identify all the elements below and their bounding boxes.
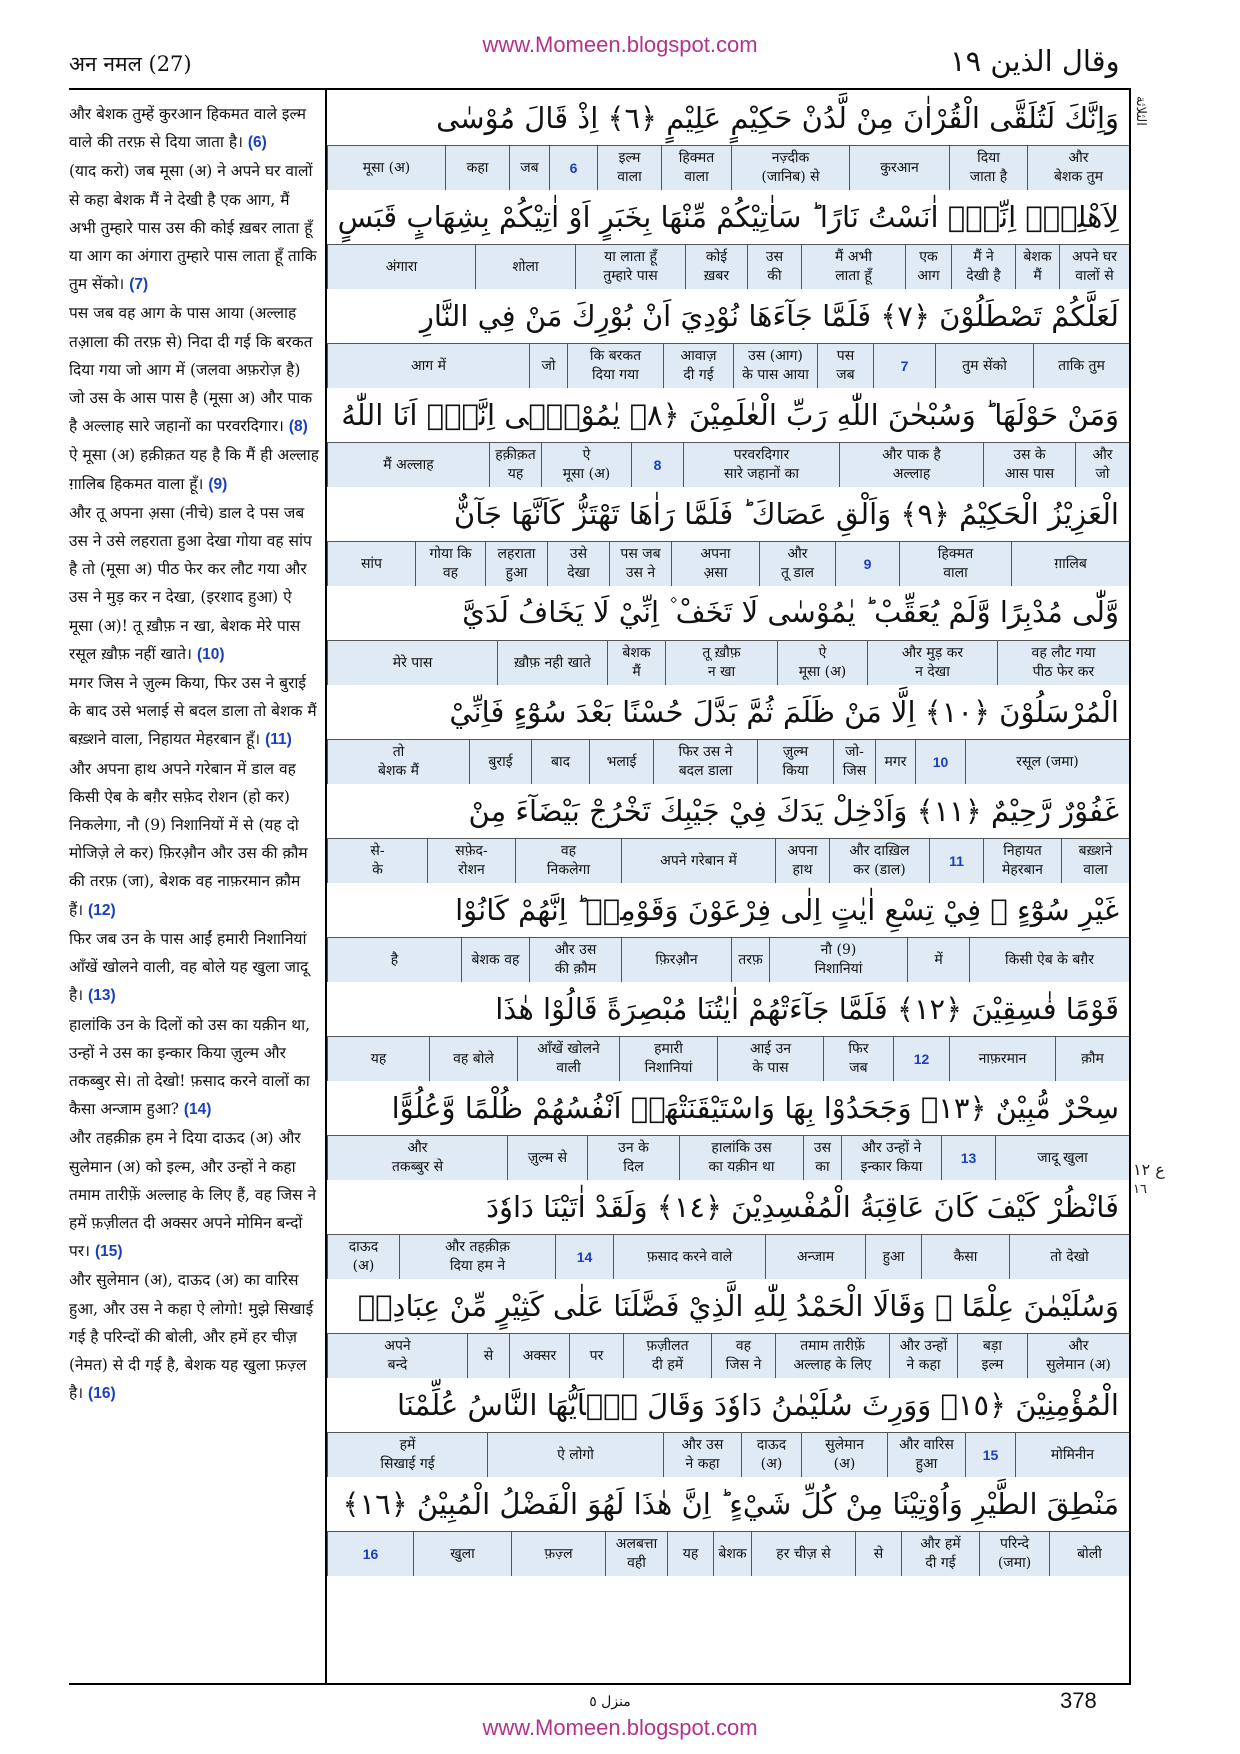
- word-meaning-cell: बुराई: [469, 740, 531, 784]
- word-meaning-row: [327, 1036, 1129, 1081]
- word-meaning-cell: ताकि तुम: [1033, 344, 1129, 388]
- word-meaning-cell: क़ौम: [1055, 1037, 1129, 1081]
- word-meaning-cell: से: [855, 1532, 901, 1576]
- word-meaning-cell: हिक्मत वाला: [661, 146, 731, 190]
- word-meaning-row: [327, 838, 1129, 883]
- word-meaning-cell: अपना हाथ: [775, 839, 829, 883]
- word-meaning-cell: रसूल (जमा): [965, 740, 1129, 784]
- word-meaning-cell: मैं अभी लाता हूँ: [801, 245, 905, 289]
- word-meaning-cell: तुम सेंको: [935, 344, 1033, 388]
- word-meaning-cell: वह लौट गया पीठ फेर कर: [997, 641, 1129, 685]
- word-meaning-cell: बोली: [1049, 1532, 1129, 1576]
- verse-number: (13): [88, 987, 116, 1005]
- margin-marker-top: الثلاثة: [1133, 96, 1148, 126]
- verse-number-cell: 12: [893, 1037, 949, 1081]
- word-meaning-cell: तो देखो: [1009, 1235, 1129, 1279]
- word-meaning-cell: दाऊद (अ): [327, 1235, 399, 1279]
- word-meaning-cell: उसे देखा: [547, 542, 609, 586]
- word-meaning-row: [327, 1333, 1129, 1378]
- translation-text: और सुलेमान (अ), दाऊद (अ) का वारिस हुआ, और उस ने कहा ऐ लोगो! मुझे सिखाई गई है परिन्दों की बोली, और हमें हर चीज़ (नेमत) से दी गई है, बेशक यह खुला फ़ज़्ल है।: [69, 1271, 314, 1403]
- quran-word-grid: [327, 90, 1129, 1575]
- word-meaning-cell: कहा: [445, 146, 509, 190]
- translation-paragraph: [69, 100, 319, 157]
- verse-block: [327, 783, 1129, 882]
- word-meaning-cell: मेरे पास: [327, 641, 497, 685]
- arabic-line: لِاَهْلِهٖۤ اِنِّيْۤ اٰنَسْتُ نَارًا ؕ سَاٰتِيْكُمْ مِّنْهَا بِخَبَرٍ اَوْ اٰتِيْكُمْ بِشِهَابٍ قَبَسٍ: [337, 199, 1119, 234]
- word-meaning-cell: परिन्दे (जमा): [979, 1532, 1049, 1576]
- word-meaning-cell: कोई ख़बर: [685, 245, 747, 289]
- word-meaning-cell: उस की: [747, 245, 801, 289]
- word-meaning-cell: जो- जिस: [833, 740, 875, 784]
- arabic-line: وَسُلَيْمٰنَ عِلْمًا ۚ وَقَالَا الْحَمْدُ لِلّٰهِ الَّذِيْ فَضَّلَنَا عَلٰى كَثِيْرٍ مِّنْ عِبَادِهٖ: [357, 1288, 1119, 1323]
- verse-block: [327, 1377, 1129, 1476]
- word-meaning-cell: और बेशक तुम: [1027, 146, 1129, 190]
- verse-number-cell: 15: [965, 1433, 1015, 1477]
- arabic-line: مَنْطِقَ الطَّيْرِ وَاُوْتِيْنَا مِنْ كُلِّ شَيْءٍ ؕ اِنَّ هٰذَا لَهُوَ الْفَضْلُ الْمُبِيْنُ ﴿١٦﴾: [342, 1486, 1119, 1521]
- word-meaning-row: [327, 739, 1129, 784]
- word-meaning-cell: नाफ़रमान: [949, 1037, 1055, 1081]
- arabic-line: قَوْمًا فٰسِقِيْنَ ﴿١٢﴾ فَلَمَّا جَآءَتْهُمْ اٰيٰتُنَا مُبْصِرَةً قَالُوْا هٰذَا: [495, 991, 1119, 1026]
- word-meaning-cell: हक़ीक़त यह: [489, 443, 541, 487]
- page-number: 378: [1060, 1688, 1097, 1713]
- word-meaning-cell: से- के: [327, 839, 427, 883]
- translation-paragraph: [69, 441, 319, 498]
- verse-block: [327, 1278, 1129, 1377]
- word-meaning-cell: इल्म वाला: [597, 146, 661, 190]
- translation-paragraph: [69, 669, 319, 755]
- word-meaning-cell: सफ़ेद- रोशन: [427, 839, 515, 883]
- word-meaning-cell: जब: [509, 146, 549, 190]
- verse-block: [327, 90, 1129, 189]
- word-meaning-row: [327, 1432, 1129, 1477]
- word-meaning-row: [327, 244, 1129, 289]
- translation-text: (याद करो) जब मूसा (अ) ने अपने घर वालों से कहा बेशक मैं ने देखी है एक आग, मैं अभी तुम्हारे पास उस की कोई ख़बर लाता हूँ या आग का अंगारा तुम्हारे पास लाता हूँ ताकि तुम सेंको।: [69, 162, 317, 294]
- word-meaning-cell: यह: [327, 1037, 429, 1081]
- verse-number-cell: 8: [631, 443, 683, 487]
- word-meaning-cell: अंगारा: [327, 245, 475, 289]
- word-meaning-cell: किसी ऐब के बग़ैर: [969, 938, 1129, 982]
- word-meaning-cell: शोला: [475, 245, 575, 289]
- word-meaning-cell: मैं अल्लाह: [327, 443, 489, 487]
- verse-block: [327, 684, 1129, 783]
- word-meaning-cell: दाऊद (अ): [741, 1433, 801, 1477]
- verse-block: [327, 1080, 1129, 1179]
- word-meaning-cell: और तू डाल: [759, 542, 835, 586]
- verse-number-cell: 11: [929, 839, 983, 883]
- verse-number: (9): [208, 475, 228, 493]
- word-meaning-cell: परवरदिगार सारे जहानों का: [683, 443, 839, 487]
- word-meaning-cell: सांप: [327, 542, 415, 586]
- translation-text: ऐ मूसा (अ) हक़ीक़त यह है कि मैं ही अल्लाह ग़ालिब हिकमत वाला हूँ।: [69, 446, 319, 493]
- arabic-line: الْمُرْسَلُوْنَ ﴿١٠﴾ اِلَّا مَنْ ظَلَمَ ثُمَّ بَدَّلَ حُسْنًا بَعْدَ سُوْٓءٍ فَاِنِّيْ: [449, 694, 1119, 729]
- word-meaning-cell: मोमिनीन: [1015, 1433, 1129, 1477]
- verse-number-cell: 9: [835, 542, 899, 586]
- word-meaning-cell: बेशक: [713, 1532, 751, 1576]
- word-meaning-cell: हमारी निशानियां: [619, 1037, 717, 1081]
- word-meaning-cell: और सुलेमान (अ): [1027, 1334, 1129, 1378]
- word-meaning-cell: आई उन के पास: [717, 1037, 823, 1081]
- arabic-line: غَيْرِ سُوْٓءٍ ۫ فِيْ تِسْعِ اٰيٰتٍ اِلٰى فِرْعَوْنَ وَقَوْمِهٖ ؕ اِنَّهُمْ كَانُوْا: [455, 892, 1119, 927]
- word-meaning-cell: अपने घर वालों से: [1059, 245, 1129, 289]
- word-meaning-cell: और तहक़ीक़ दिया हम ने: [399, 1235, 555, 1279]
- word-meaning-cell: हुआ: [865, 1235, 921, 1279]
- verse-number-cell: 10: [915, 740, 965, 784]
- word-meaning-cell: अन्जाम: [765, 1235, 865, 1279]
- site-url-bottom[interactable]: www.Momeen.blogspot.com: [482, 1715, 758, 1740]
- word-meaning-cell: अपने बन्दे: [327, 1334, 467, 1378]
- word-meaning-cell: और उस ने कहा: [663, 1433, 741, 1477]
- word-meaning-cell: वह निकलेगा: [515, 839, 621, 883]
- verse-number: (11): [265, 731, 292, 749]
- word-meaning-cell: पर: [569, 1334, 623, 1378]
- verse-number: (16): [88, 1385, 116, 1403]
- word-meaning-cell: तो बेशक मैं: [327, 740, 469, 784]
- word-meaning-cell: पस जब: [817, 344, 873, 388]
- translation-paragraph: [69, 755, 319, 925]
- translation-paragraph: [69, 157, 319, 299]
- arabic-line: الْمُؤْمِنِيْنَ ﴿١٥﴾ وَوَرِثَ سُلَيْمٰنُ دَاوٗدَ وَقَالَ يٰۤاَيُّهَا النَّاسُ عُلِّمْنَا: [397, 1387, 1119, 1422]
- translation-text: हालांकि उन के दिलों को उस का यक़ीन था, उन्हों ने उस का इन्कार किया ज़ुल्म और तकब्बुर से। तो देखो! फ़साद करने वालों का कैसा अन्जाम हुआ?: [69, 1015, 311, 1119]
- verse-block: [327, 981, 1129, 1080]
- verse-number: (14): [183, 1101, 212, 1119]
- translation-text: और तू अपना अ़सा (नीचे) डाल दे पस जब उस ने उसे लहराता हुआ देखा गोया वह सांप है तो (मूसा अ) पीठ फेर कर लौट गया और उस ने मुड़ कर न देखा, (इरशाद हुआ) ऐ मूसा (अ)! तू ख़ौफ़ न खा, बेशक मेरे पास रसूल ख़ौफ़ नहीं खाते।: [69, 503, 312, 663]
- translation-text: और बेशक तुम्हें कुरआन हिकमत वाले इल्म वाले की तरफ़ से दिया जाता है।: [69, 105, 307, 152]
- verse-block: [327, 1179, 1129, 1278]
- word-meaning-row: [327, 937, 1129, 982]
- word-meaning-row: [327, 640, 1129, 685]
- word-meaning-cell: बख़्शने वाला: [1061, 839, 1129, 883]
- verse-number-cell: 7: [873, 344, 935, 388]
- word-meaning-cell: वह बोले: [429, 1037, 517, 1081]
- word-meaning-cell: मूसा (अ): [327, 146, 445, 190]
- verse-block: [327, 585, 1129, 684]
- word-meaning-cell: कैसा: [921, 1235, 1009, 1279]
- word-meaning-row: [327, 1234, 1129, 1279]
- word-meaning-cell: में: [907, 938, 969, 982]
- word-meaning-cell: आग में: [327, 344, 529, 388]
- word-meaning-cell: ज़ुल्म से: [507, 1136, 587, 1180]
- translation-text: और अपना हाथ अपने गरेबान में डाल वह किसी ऐब के बग़ैर सफ़ेद रोशन (हो कर) निकलेगा, नौ (9) निशानियों में से (यह दो मोजिज़े ले कर) फ़िरऔ़न और उस की क़ौम की तरफ़ (जा), बेशक वह नाफ़रमान क़ौम हैं।: [69, 759, 308, 919]
- word-meaning-cell: सुलेमान (अ): [801, 1433, 887, 1477]
- word-meaning-row: [327, 343, 1129, 388]
- translation-paragraph: [69, 925, 319, 1011]
- right-border: [1129, 88, 1131, 1683]
- word-meaning-cell: उस का: [803, 1136, 841, 1180]
- manzil-label: منزل ٥: [589, 1694, 631, 1710]
- translation-text: फिर जब उन के पास आईं हमारी निशानियां आँखें खोलने वाली, वह बोले यह खुला जादू है।: [69, 929, 309, 1005]
- translation-paragraph: [69, 1011, 319, 1125]
- word-meaning-cell: गोया कि वह: [415, 542, 485, 586]
- word-meaning-cell: भलाई: [589, 740, 653, 784]
- verse-number: (12): [88, 901, 116, 919]
- translation-column: [69, 100, 319, 1408]
- verse-number: (8): [288, 418, 308, 436]
- word-meaning-cell: जो: [529, 344, 567, 388]
- ruku-marker-sub: ١٦: [1133, 1182, 1147, 1197]
- word-meaning-cell: ऐ मूसा (अ): [777, 641, 867, 685]
- translation-paragraph: [69, 499, 319, 669]
- arabic-line: وَّلّٰى مُدْبِرًا وَّلَمْ يُعَقِّبْ ؕ يٰمُوْسٰى لَا تَخَفْ ۫ اِنِّيْ لَا يَخَافُ لَدَيَّ: [462, 595, 1119, 629]
- word-meaning-cell: फिर जब: [823, 1037, 893, 1081]
- verse-number: (7): [129, 276, 149, 294]
- word-meaning-cell: तरफ़: [731, 938, 769, 982]
- verse-block: [327, 387, 1129, 486]
- verse-number-cell: 13: [941, 1136, 995, 1180]
- word-meaning-cell: से: [467, 1334, 509, 1378]
- translation-paragraph: [69, 299, 319, 441]
- word-meaning-cell: और पाक है अल्लाह: [839, 443, 983, 487]
- word-meaning-cell: है: [327, 938, 461, 982]
- word-meaning-cell: हमें सिखाई गई: [327, 1433, 487, 1477]
- word-meaning-cell: उस के आस पास: [983, 443, 1075, 487]
- word-meaning-cell: नौ (9) निशानियां: [769, 938, 907, 982]
- translation-paragraph: [69, 1266, 319, 1408]
- word-meaning-cell: कुरआन: [849, 146, 949, 190]
- arabic-line: وَمَنْ حَوْلَهَا ؕ وَسُبْحٰنَ اللّٰهِ رَبِّ الْعٰلَمِيْنَ ﴿٨﴾ يٰمُوْسٰۤى اِنَّهٗۤ اَنَا اللّٰهُ: [341, 397, 1119, 432]
- word-meaning-cell: और जो: [1075, 443, 1129, 487]
- word-meaning-cell: बेशक मैं: [1015, 245, 1059, 289]
- word-meaning-cell: और उन्हों ने इन्कार किया: [841, 1136, 941, 1180]
- verse-block: [327, 486, 1129, 585]
- word-meaning-cell: आँखें खोलने वाली: [517, 1037, 619, 1081]
- translation-text: मगर जिस ने ज़ुल्म किया, फिर उस ने बुराई के बाद उसे भलाई से बदल डाला तो बेशक मैं बख़्शने वाला, निहायत मेहरबान हूँ।: [69, 674, 317, 749]
- verse-number: (6): [247, 134, 267, 152]
- word-meaning-cell: ऐ लोगो: [487, 1433, 663, 1477]
- word-meaning-cell: खुला: [413, 1532, 511, 1576]
- word-meaning-cell: और उस की क़ौम: [529, 938, 621, 982]
- word-meaning-cell: अक्सर: [509, 1334, 569, 1378]
- word-meaning-cell: फिर उस ने बदल डाला: [653, 740, 757, 784]
- arabic-line: سِحْرٌ مُّبِيْنٌ ﴿١٣﴾ وَجَحَدُوْا بِهَا وَاسْتَيْقَنَتْهَاۤ اَنْفُسُهُمْ ظُلْمًا وَّعُلُوًّا: [391, 1090, 1119, 1125]
- verse-number: (10): [196, 645, 225, 663]
- word-meaning-cell: दिया जाता है: [949, 146, 1027, 190]
- word-meaning-cell: नज़्दीक (जानिब) से: [731, 146, 849, 190]
- word-meaning-cell: मैं ने देखी है: [951, 245, 1015, 289]
- word-meaning-cell: और हमें दी गई: [901, 1532, 979, 1576]
- translation-paragraph: [69, 1124, 319, 1266]
- word-meaning-cell: बाद: [531, 740, 589, 784]
- word-meaning-cell: अलबत्ता वही: [605, 1532, 667, 1576]
- translation-text: पस जब वह आग के पास आया (अल्लाह तआ़ला की तरफ़ से) निदा दी गई कि बरकत दिया गया जो आग में (जलवा अफ़रोज़ है) जो उस के आस पास है (मूसा अ) और पाक है अल्लाह सारे जहानों का परवरदिगार।: [69, 304, 313, 436]
- word-meaning-cell: और दाख़िल कर (डाल): [829, 839, 929, 883]
- word-meaning-row: [327, 541, 1129, 586]
- word-meaning-cell: अपना अ़सा: [671, 542, 759, 586]
- word-meaning-cell: अपने गरेबान में: [621, 839, 775, 883]
- word-meaning-cell: बेशक वह: [461, 938, 529, 982]
- word-meaning-cell: तमाम तारीफ़ें अल्लाह के लिए: [775, 1334, 889, 1378]
- word-meaning-cell: हर चीज़ से: [751, 1532, 855, 1576]
- word-meaning-cell: बेशक मैं: [607, 641, 665, 685]
- verse-number-cell: 14: [555, 1235, 613, 1279]
- word-meaning-cell: ख़ौफ़ नही खाते: [497, 641, 607, 685]
- word-meaning-cell: कि बरकत दिया गया: [567, 344, 663, 388]
- arabic-line: الْعَزِيْزُ الْحَكِيْمُ ﴿٩﴾ وَاَلْقِ عَصَاكَ ؕ فَلَمَّا رَاٰهَا تَهْتَزُّ كَاَنَّهَا جَآنٌّ: [453, 496, 1119, 531]
- verse-number: (15): [94, 1243, 123, 1261]
- arabic-line: لَعَلَّكُمْ تَصْطَلُوْنَ ﴿٧﴾ فَلَمَّا جَآءَهَا نُوْدِيَ اَنْ بُوْرِكَ مَنْ فِي النَّارِ: [419, 298, 1119, 333]
- translation-text: और तहक़ीक़ हम ने दिया दाऊद (अ) और सुलेमान (अ) को इल्म, और उन्हों ने कहा तमाम तारीफ़ें अल्लाह के लिए हैं, वह जिस ने हमें फ़ज़ीलत दी अक्सर अपने मोमिन बन्दों पर।: [69, 1129, 317, 1261]
- word-meaning-cell: पस जब उस ने: [609, 542, 671, 586]
- word-meaning-cell: ग़ालिब: [1011, 542, 1129, 586]
- word-meaning-cell: बड़ा इल्म: [957, 1334, 1027, 1378]
- word-meaning-cell: ज़ुल्म किया: [757, 740, 833, 784]
- word-meaning-cell: फ़साद करने वाले: [613, 1235, 765, 1279]
- arabic-line: فَانْظُرْ كَيْفَ كَانَ عَاقِبَةُ الْمُفْسِدِيْنَ ﴿١٤﴾ وَلَقَدْ اٰتَيْنَا دَاوٗدَ: [486, 1189, 1119, 1224]
- verse-block: [327, 189, 1129, 288]
- word-meaning-cell: लहराता हुआ: [485, 542, 547, 586]
- word-meaning-cell: उन के दिल: [587, 1136, 679, 1180]
- word-meaning-row: [327, 145, 1129, 190]
- word-meaning-cell: आवाज़ दी गई: [663, 344, 733, 388]
- word-meaning-cell: और मुड़ कर न देखा: [867, 641, 997, 685]
- word-meaning-cell: एक आग: [905, 245, 951, 289]
- word-meaning-cell: निहायत मेहरबान: [983, 839, 1061, 883]
- word-meaning-row: [327, 442, 1129, 487]
- word-meaning-cell: उस (आग) के पास आया: [733, 344, 817, 388]
- verse-number-cell: 16: [327, 1532, 413, 1576]
- site-url-top[interactable]: www.Momeen.blogspot.com: [482, 32, 758, 57]
- word-meaning-cell: मगर: [875, 740, 915, 784]
- word-meaning-cell: वह जिस ने: [711, 1334, 775, 1378]
- word-meaning-cell: और तकब्बुर से: [327, 1136, 507, 1180]
- word-meaning-cell: फ़िरऔ़न: [621, 938, 731, 982]
- arabic-line: غَفُوْرٌ رَّحِيْمٌ ﴿١١﴾ وَاَدْخِلْ يَدَكَ فِيْ جَيْبِكَ تَخْرُجْ بَيْضَآءَ مِنْ: [468, 793, 1119, 828]
- word-meaning-cell: या लाता हूँ तुम्हारे पास: [575, 245, 685, 289]
- word-meaning-cell: हालांकि उस का यक़ीन था: [679, 1136, 803, 1180]
- verse-block: [327, 882, 1129, 981]
- word-meaning-row: [327, 1531, 1129, 1576]
- verse-number-cell: 6: [549, 146, 597, 190]
- word-meaning-cell: ऐ मूसा (अ): [541, 443, 631, 487]
- word-meaning-cell: यह: [667, 1532, 713, 1576]
- surah-title: अन नमल (27): [69, 52, 192, 76]
- word-meaning-cell: जादू खुला: [995, 1136, 1129, 1180]
- juz-title: وقال الذين ١٩: [950, 44, 1120, 78]
- word-meaning-row: [327, 1135, 1129, 1180]
- word-meaning-cell: तू ख़ौफ़ न खा: [665, 641, 777, 685]
- word-meaning-cell: और वारिस हुआ: [887, 1433, 965, 1477]
- arabic-line: وَاِنَّكَ لَتُلَقَّى الْقُرْاٰنَ مِنْ لَّدُنْ حَكِيْمٍ عَلِيْمٍ ﴿٦﴾ اِذْ قَالَ مُوْسٰى: [436, 100, 1119, 135]
- ruku-marker: ع ١٢: [1133, 1160, 1165, 1179]
- verse-block: [327, 288, 1129, 387]
- word-meaning-cell: फ़ज़ीलत दी हमें: [623, 1334, 711, 1378]
- word-meaning-cell: और उन्हों ने कहा: [889, 1334, 957, 1378]
- bottom-rule: [69, 1683, 1131, 1685]
- verse-block: [327, 1476, 1129, 1575]
- word-meaning-cell: हिक्मत वाला: [899, 542, 1011, 586]
- word-meaning-cell: फ़ज़्ल: [511, 1532, 605, 1576]
